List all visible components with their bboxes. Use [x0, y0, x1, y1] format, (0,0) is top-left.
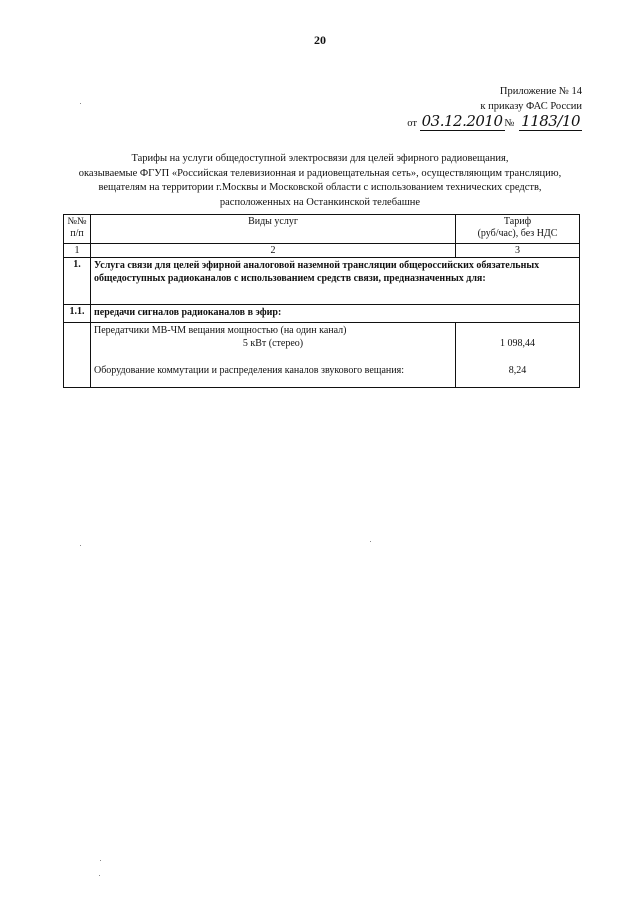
header-service: Виды услуг — [91, 215, 456, 244]
item-power: 5 кВт (стерео) — [242, 338, 304, 349]
items-prices — [456, 323, 580, 388]
scan-speck — [80, 545, 81, 546]
section-1-1-number: 1.1. — [64, 305, 91, 323]
handwritten-order-number: 1183/10 — [521, 112, 580, 130]
item-transmitters: Передатчики МВ-ЧМ вещания мощностью (на один канал) — [94, 325, 347, 336]
items-empty-num — [64, 323, 91, 388]
header-tariff-line1: Тариф — [503, 216, 532, 227]
column-number-2: 2 — [91, 244, 456, 258]
table-row-items — [64, 323, 580, 388]
title-line-3: вещателям на территории г.Москвы и Московской области с использованием технических средств, — [98, 182, 542, 193]
header-num-line2: п/п — [70, 228, 84, 239]
annex-title: Приложение № 14 — [499, 86, 582, 97]
column-number-1: 1 — [64, 244, 91, 258]
title-line-4: расположенных на Останкинской телебашне — [219, 196, 421, 208]
header-num-line1: №№ — [67, 216, 87, 227]
item-equipment: Оборудование коммутации и распределения каналов звукового вещания: — [94, 365, 404, 376]
document-title — [60, 152, 580, 210]
section-1-number: 1. — [64, 258, 91, 305]
price-equipment: 8,24 — [508, 365, 527, 376]
title-line-2: оказываемые ФГУП «Российская телевизионная и радиовещательная сеть», осуществляющим трансляцию, — [78, 167, 562, 179]
table-header-row — [64, 215, 580, 244]
annex-order-ref: к приказу ФАС России — [480, 101, 582, 112]
scan-speck — [100, 860, 101, 861]
tariff-table — [63, 214, 580, 388]
table-row-section-1 — [64, 258, 580, 305]
scan-speck — [370, 541, 371, 542]
annex-no-label: № — [504, 118, 515, 129]
header-tariff — [456, 215, 580, 244]
annex-block — [407, 84, 582, 131]
handwritten-date: 03.12.2010 — [421, 112, 503, 130]
table-row-section-1-1 — [64, 305, 580, 323]
annex-from-label: от — [407, 118, 417, 129]
column-number-3: 3 — [456, 244, 580, 258]
price-transmitters: 1 098,44 — [500, 338, 535, 349]
annex-date-line — [407, 114, 582, 131]
items-services — [91, 323, 456, 388]
section-1-1-text: передачи сигналов радиоканалов в эфир: — [91, 305, 580, 323]
section-1-text: Услуга связи для целей эфирной аналоговой наземной трансляции общероссийских обязательных общедоступных радиоканалов с использованием средств связи, предназначенных для: — [91, 258, 580, 305]
title-line-1: Тарифы на услуги общедоступной электросвязи для целей эфирного радиовещания, — [131, 153, 509, 164]
scan-speck — [99, 875, 100, 876]
header-num — [64, 215, 91, 244]
page-number: 20 — [314, 33, 326, 47]
column-number-row — [64, 244, 580, 258]
scan-speck — [80, 103, 81, 104]
header-tariff-line2: (руб/час), без НДС — [477, 228, 558, 239]
